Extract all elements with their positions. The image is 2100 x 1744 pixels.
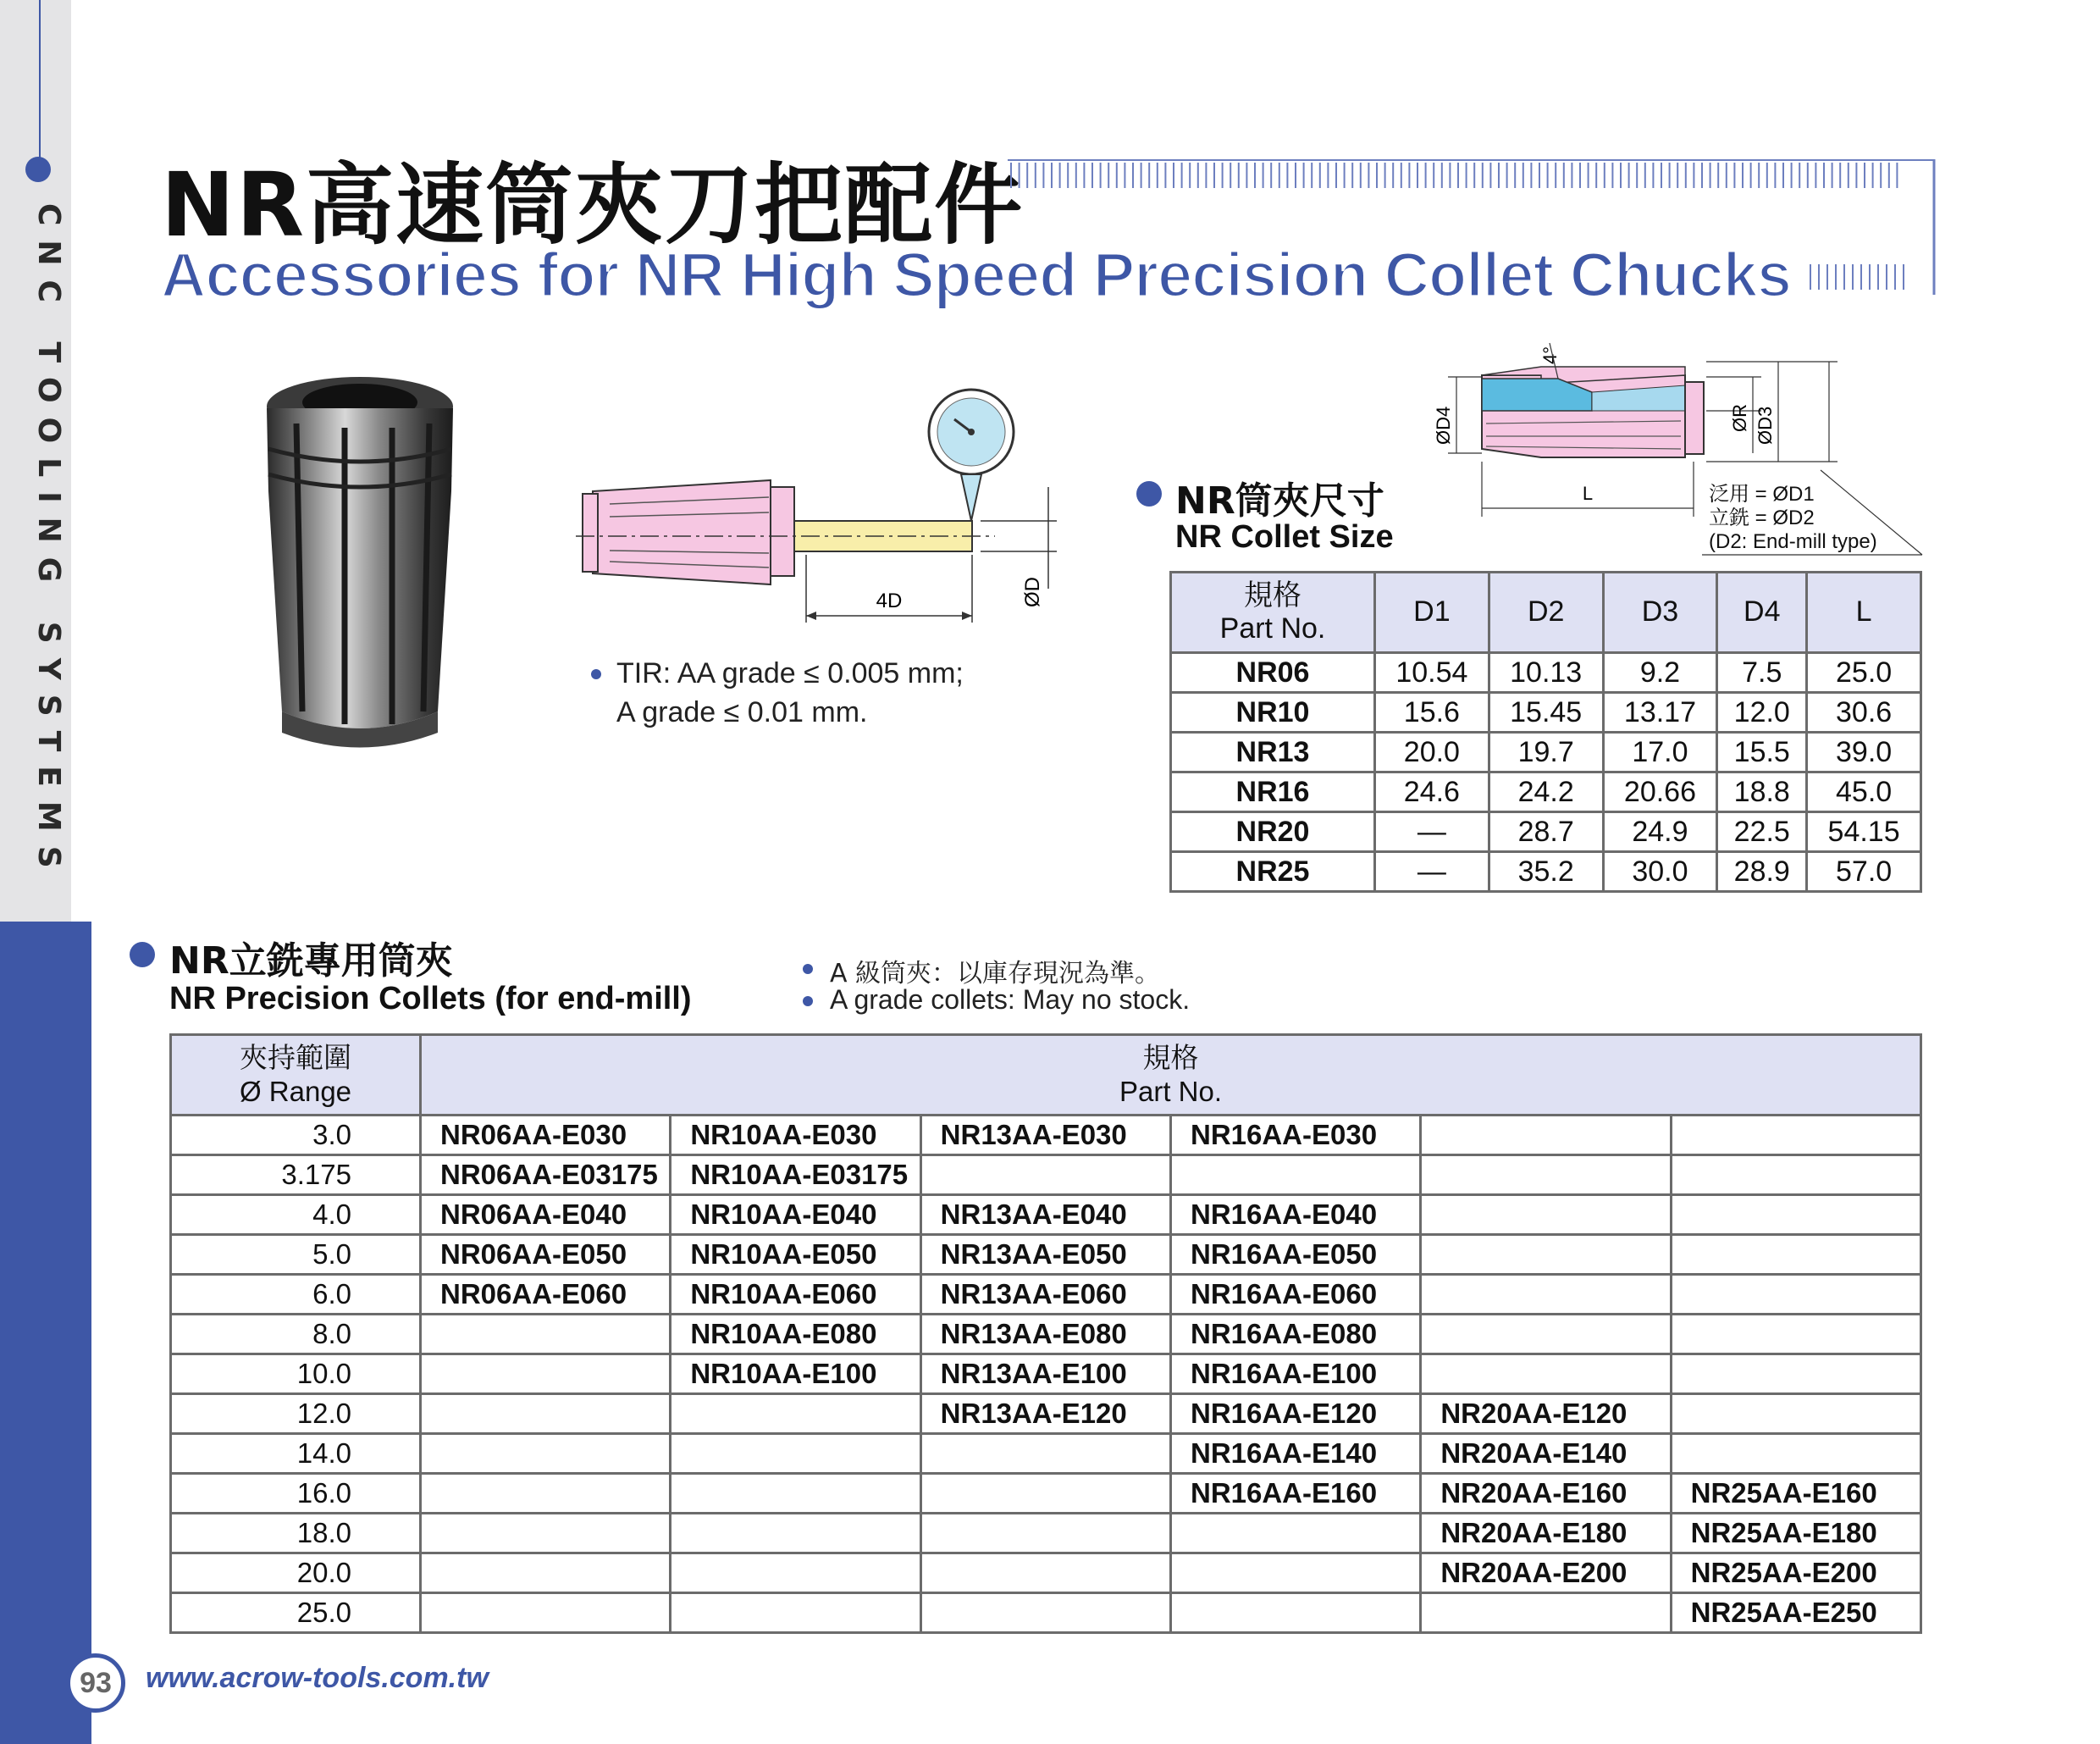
collet-photo (250, 339, 470, 762)
size-table-row (1171, 852, 1921, 892)
note-bullet-en (803, 996, 813, 1006)
collet-part-no (1170, 1514, 1420, 1553)
collet-part-no: NR13AA-E040 (920, 1195, 1170, 1235)
collet-table-row (171, 1474, 1921, 1514)
collet-part-no: NR20AA-E120 (1421, 1394, 1671, 1434)
precision-collets-bullet (130, 942, 155, 967)
collet-part-no (1170, 1155, 1420, 1195)
collet-part-no (1671, 1315, 1920, 1354)
collet-part-no (1421, 1116, 1671, 1155)
decorative-lines (1008, 159, 1939, 303)
header-collet-part-en: Part No. (1119, 1076, 1223, 1107)
size-part-no: NR13 (1171, 733, 1375, 772)
collet-part-no: NR13AA-E120 (920, 1394, 1170, 1434)
size-table-header (1171, 573, 1921, 653)
range-value: 25.0 (171, 1593, 421, 1633)
range-value: 4.0 (171, 1195, 421, 1235)
size-value: 17.0 (1603, 733, 1717, 772)
range-value: 18.0 (171, 1514, 421, 1553)
collet-part-no: NR06AA-E040 (421, 1195, 671, 1235)
collet-part-no: NR16AA-E030 (1170, 1116, 1420, 1155)
legend-d2: 立銑 = ØD2 (1709, 507, 1815, 529)
collet-part-no (1421, 1315, 1671, 1354)
collet-part-no (421, 1474, 671, 1514)
range-value: 14.0 (171, 1434, 421, 1474)
collet-part-no (1671, 1195, 1920, 1235)
collet-part-no: NR10AA-E080 (671, 1315, 920, 1354)
header-d4: D4 (1717, 573, 1807, 653)
collet-part-no (421, 1354, 671, 1394)
collet-part-no: NR06AA-E030 (421, 1116, 671, 1155)
collet-part-no (1170, 1553, 1420, 1593)
collet-part-no: NR13AA-E060 (920, 1275, 1170, 1315)
collet-table-row (171, 1394, 1921, 1434)
size-value: 10.13 (1489, 653, 1603, 693)
legend-d2-note: (D2: End-mill type) (1709, 530, 1877, 553)
tir-diagram (576, 385, 1058, 631)
collet-part-no (421, 1394, 671, 1434)
dim-4d: 4D (876, 590, 903, 612)
collet-table-row (171, 1195, 1921, 1235)
size-table-row (1171, 772, 1921, 812)
tir-bullet (591, 669, 601, 679)
size-value: 18.8 (1717, 772, 1807, 812)
collet-part-no: NR25AA-E200 (1671, 1553, 1920, 1593)
side-dot (25, 157, 51, 182)
note-bullet-zh (803, 964, 813, 974)
collet-part-no: NR13AA-E030 (920, 1116, 1170, 1155)
collet-table-row (171, 1235, 1921, 1275)
collet-part-no: NR16AA-E120 (1170, 1394, 1420, 1434)
collet-part-no (421, 1514, 671, 1553)
header-part-en: Part No. (1219, 612, 1326, 645)
size-value: 13.17 (1603, 693, 1717, 733)
size-value: 25.0 (1807, 653, 1921, 693)
range-value: 20.0 (171, 1553, 421, 1593)
range-value: 5.0 (171, 1235, 421, 1275)
collet-part-no: NR16AA-E040 (1170, 1195, 1420, 1235)
collet-part-no: NR10AA-E050 (671, 1235, 920, 1275)
size-value: 20.0 (1375, 733, 1489, 772)
collet-part-no: NR10AA-E060 (671, 1275, 920, 1315)
collet-part-no (1671, 1116, 1920, 1155)
collet-table-row (171, 1354, 1921, 1394)
collet-size-table (1169, 571, 1922, 893)
tir-line1: TIR: AA grade ≤ 0.005 mm; (616, 657, 964, 689)
size-value: 24.2 (1489, 772, 1603, 812)
size-table-row (1171, 653, 1921, 693)
collet-size-heading-en: NR Collet Size (1175, 519, 1394, 555)
collet-size-heading-zh: NR筒夾尺寸 (1175, 479, 1384, 523)
range-value: 16.0 (171, 1474, 421, 1514)
size-value: 15.45 (1489, 693, 1603, 733)
dim-r: ØR (1729, 404, 1750, 432)
header-collet-part-zh: 規格 (1142, 1042, 1199, 1074)
collet-part-no: NR16AA-E080 (1170, 1315, 1420, 1354)
tir-line2: A grade ≤ 0.01 mm. (616, 696, 868, 728)
collet-part-no (671, 1553, 920, 1593)
collet-part-no (920, 1514, 1170, 1553)
page-number: 93 (66, 1653, 125, 1713)
dim-d4: ØD4 (1433, 406, 1454, 445)
size-value: 35.2 (1489, 852, 1603, 892)
collet-part-no: NR20AA-E160 (1421, 1474, 1671, 1514)
collet-table-row (171, 1155, 1921, 1195)
dim-l: L (1582, 483, 1594, 504)
collet-part-no: NR16AA-E060 (1170, 1275, 1420, 1315)
collet-part-no (421, 1553, 671, 1593)
collet-table-row (171, 1275, 1921, 1315)
collet-part-no: NR25AA-E250 (1671, 1593, 1920, 1633)
size-value: 10.54 (1375, 653, 1489, 693)
collet-table-header (171, 1035, 1921, 1116)
size-value: 30.0 (1603, 852, 1717, 892)
header-range-zh: 夾持範圍 (240, 1042, 351, 1074)
collet-part-no (671, 1394, 920, 1434)
size-part-no: NR20 (1171, 812, 1375, 852)
dim-d3: ØD3 (1755, 406, 1776, 445)
range-value: 8.0 (171, 1315, 421, 1354)
precision-collets-heading-en: NR Precision Collets (for end-mill) (169, 981, 692, 1016)
collet-part-no (1421, 1593, 1671, 1633)
collet-part-no (421, 1315, 671, 1354)
dim-od: ØD (1021, 577, 1044, 607)
note-stock-en: A grade collets: May no stock. (830, 984, 1191, 1015)
size-value: 28.7 (1489, 812, 1603, 852)
size-part-no: NR06 (1171, 653, 1375, 693)
collet-part-no (1671, 1235, 1920, 1275)
collet-part-no (1421, 1235, 1671, 1275)
collet-size-bullet (1136, 481, 1162, 507)
collet-part-no (920, 1553, 1170, 1593)
collet-part-no: NR06AA-E050 (421, 1235, 671, 1275)
size-value: 57.0 (1807, 852, 1921, 892)
collet-part-no: NR20AA-E140 (1421, 1434, 1671, 1474)
collet-part-no: NR20AA-E180 (1421, 1514, 1671, 1553)
collet-part-no: NR25AA-E160 (1671, 1474, 1920, 1514)
header-range (171, 1035, 421, 1116)
collet-part-no: NR13AA-E050 (920, 1235, 1170, 1275)
collet-part-no (671, 1514, 920, 1553)
size-value: 15.5 (1717, 733, 1807, 772)
page-title-en: Accessories for NR High Speed Precision Collet Chucks (161, 240, 1792, 310)
collet-part-no: NR16AA-E100 (1170, 1354, 1420, 1394)
header-d2: D2 (1489, 573, 1603, 653)
collet-part-no (920, 1593, 1170, 1633)
collet-part-no: NR10AA-E030 (671, 1116, 920, 1155)
range-value: 10.0 (171, 1354, 421, 1394)
size-value: 45.0 (1807, 772, 1921, 812)
header-part-zh: 規格 (1244, 579, 1301, 612)
size-table-row (1171, 733, 1921, 772)
precision-collets-table (169, 1033, 1922, 1634)
collet-part-no (1421, 1155, 1671, 1195)
size-table-row (1171, 812, 1921, 852)
collet-part-no (1671, 1394, 1920, 1434)
size-part-no: NR16 (1171, 772, 1375, 812)
legend-d1: 泛用 = ØD1 (1709, 483, 1815, 506)
collet-part-no (671, 1434, 920, 1474)
collet-part-no: NR10AA-E100 (671, 1354, 920, 1394)
collet-part-no: NR16AA-E050 (1170, 1235, 1420, 1275)
size-value: — (1375, 852, 1489, 892)
header-collet-part-no (421, 1035, 1921, 1116)
side-color-block (0, 922, 91, 1744)
size-value: 12.0 (1717, 693, 1807, 733)
collet-part-no (1421, 1195, 1671, 1235)
collet-table-row (171, 1514, 1921, 1553)
collet-part-no: NR13AA-E100 (920, 1354, 1170, 1394)
range-value: 12.0 (171, 1394, 421, 1434)
header-range-en: Ø Range (239, 1076, 352, 1107)
collet-part-no (1421, 1354, 1671, 1394)
header-part-no (1171, 573, 1375, 653)
collet-part-no: NR10AA-E040 (671, 1195, 920, 1235)
range-value: 3.175 (171, 1155, 421, 1195)
side-vertical-label: CNC TOOLING SYSTEMS (31, 203, 66, 883)
collet-part-no (1671, 1155, 1920, 1195)
size-value: 28.9 (1717, 852, 1807, 892)
note-stock-zh: A 級筒夾：以庫存現況為準。 (830, 959, 1161, 988)
size-part-no: NR25 (1171, 852, 1375, 892)
collet-part-no (1671, 1275, 1920, 1315)
collet-table-row (171, 1553, 1921, 1593)
collet-part-no (671, 1474, 920, 1514)
size-value: 20.66 (1603, 772, 1717, 812)
range-value: 3.0 (171, 1116, 421, 1155)
collet-part-no (671, 1593, 920, 1633)
size-value: 22.5 (1717, 812, 1807, 852)
collet-part-no (920, 1474, 1170, 1514)
header-d1: D1 (1375, 573, 1489, 653)
collet-table-row (171, 1315, 1921, 1354)
size-value: 7.5 (1717, 653, 1807, 693)
size-value: 54.15 (1807, 812, 1921, 852)
size-part-no: NR10 (1171, 693, 1375, 733)
size-value: 15.6 (1375, 693, 1489, 733)
collet-part-no: NR16AA-E160 (1170, 1474, 1420, 1514)
precision-collets-heading-zh: NR立銑專用筒夾 (169, 939, 453, 983)
collet-part-no: NR06AA-E03175 (421, 1155, 671, 1195)
collet-part-no (421, 1593, 671, 1633)
collet-part-no: NR16AA-E140 (1170, 1434, 1420, 1474)
collet-part-no: NR06AA-E060 (421, 1275, 671, 1315)
size-value: 19.7 (1489, 733, 1603, 772)
website-link[interactable]: www.acrow-tools.com.tw (146, 1662, 489, 1694)
collet-part-no (1170, 1593, 1420, 1633)
collet-part-no (1671, 1434, 1920, 1474)
collet-part-no: NR25AA-E180 (1671, 1514, 1920, 1553)
collet-part-no (1671, 1354, 1920, 1394)
collet-table-row (171, 1593, 1921, 1633)
header-l: L (1807, 573, 1921, 653)
collet-table-row (171, 1434, 1921, 1474)
collet-part-no: NR10AA-E03175 (671, 1155, 920, 1195)
collet-table-row (171, 1116, 1921, 1155)
collet-part-no: NR13AA-E080 (920, 1315, 1170, 1354)
collet-part-no: NR20AA-E200 (1421, 1553, 1671, 1593)
header-d3: D3 (1603, 573, 1717, 653)
range-value: 6.0 (171, 1275, 421, 1315)
collet-part-no (421, 1434, 671, 1474)
dim-angle: 4° (1539, 346, 1561, 364)
collet-part-no (920, 1155, 1170, 1195)
size-value: 24.6 (1375, 772, 1489, 812)
side-line (39, 0, 41, 168)
size-value: 39.0 (1807, 733, 1921, 772)
size-value: 24.9 (1603, 812, 1717, 852)
size-value: 30.6 (1807, 693, 1921, 733)
collet-part-no (920, 1434, 1170, 1474)
size-value: 9.2 (1603, 653, 1717, 693)
size-value: — (1375, 812, 1489, 852)
collet-part-no (1421, 1275, 1671, 1315)
size-table-row (1171, 693, 1921, 733)
page-title-zh: NR高速筒夾刀把配件 (161, 153, 1025, 257)
